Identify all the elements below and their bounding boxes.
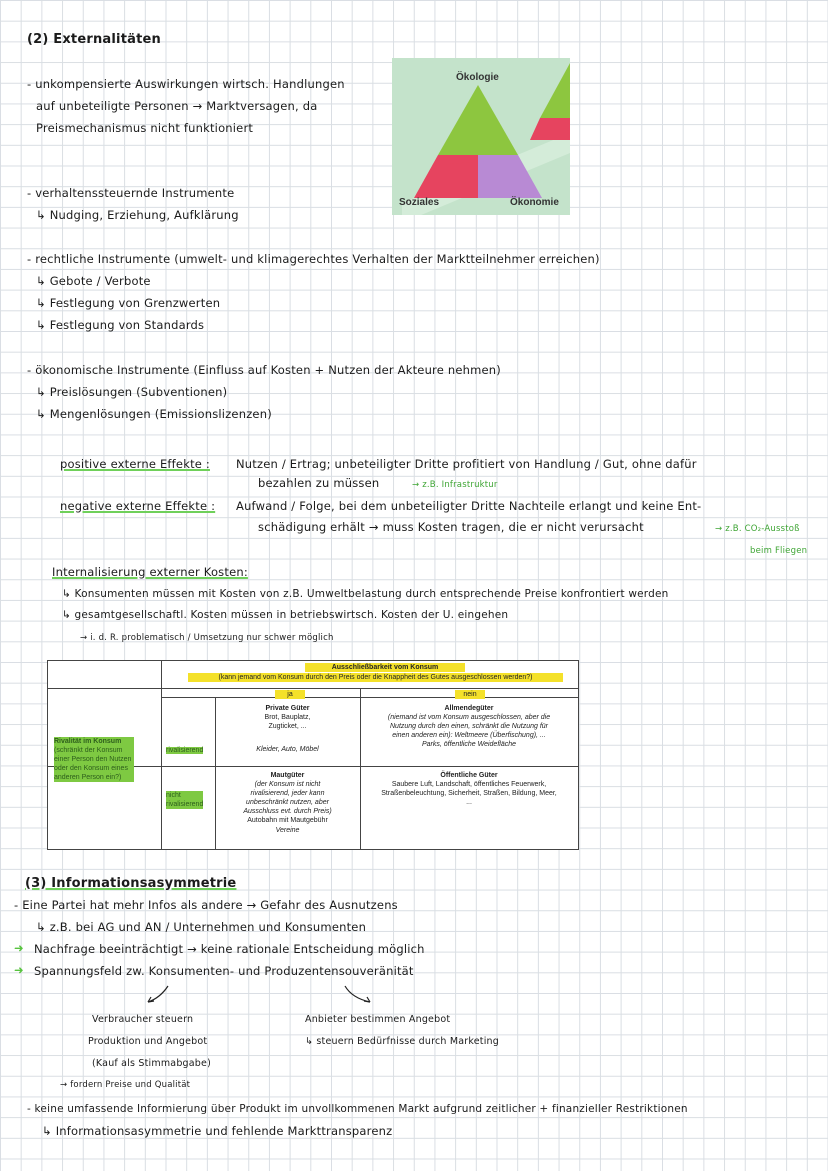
maut-line-4: Ausschluss evt. durch Preis)	[243, 808, 332, 816]
externalitaeten-line-3: Preismechanismus nicht funktioniert	[36, 121, 254, 135]
negative-effects-text-2: schädigung erhält → muss Kosten tragen, die er nicht verursacht	[258, 520, 644, 534]
positive-effects-text-1: Nutzen / Ertrag; unbeteiligter Dritte profitiert von Handlung / Gut, ohne dafür	[236, 457, 697, 471]
table-row-nicht-rivalisierend	[166, 791, 203, 809]
negative-effects-text-1: Aufwand / Folge, bei dem unbeteiligter Dritte Nachteile erlangt und keine Ent-	[236, 499, 702, 513]
oeffentliche-title: Öffentliche Güter	[440, 772, 498, 779]
figure-label-oekologie: Ökologie	[456, 72, 499, 83]
allmende-line-2: Nutzung durch den einen, schränkt die Nutzung für	[390, 723, 548, 731]
green-arrow-icon-2: ➜	[14, 963, 24, 977]
oeffentliche-line-1: Saubere Luft, Landschaft, öffentliches Feuerwerk,	[391, 781, 547, 789]
info-line-2: ↳ z.B. bei AG und AN / Unternehmen und Konsumenten	[36, 920, 367, 934]
anbieter-line-1: Anbieter bestimmen Angebot	[305, 1014, 451, 1025]
table-header-ausschliessbarkeit: Ausschließbarkeit vom Konsum	[305, 663, 465, 672]
rechtliche-item-1: ↳ Gebote / Verbote	[36, 274, 151, 288]
negative-effects-note-1: → z.B. CO₂-Ausstoß	[715, 524, 800, 534]
externalitaeten-line-1: - unkompensierte Auswirkungen wirtsch. Handlungen	[27, 77, 345, 91]
oeffentliche-line-2: Straßenbeleuchtung, Sicherheit, Straßen, Bildung, Meer,	[381, 790, 557, 798]
rechtliche-item-2: ↳ Festlegung von Grenzwerten	[36, 296, 221, 310]
info-line-3: Nachfrage beeinträchtigt → keine rationale Entscheidung möglich	[34, 942, 425, 956]
table-row-nicht-label: nicht	[166, 792, 181, 799]
figure-label-soziales: Soziales	[399, 197, 440, 208]
section-title-externalitaeten: (2) Externalitäten	[27, 32, 161, 47]
rechtliche-title: - rechtliche Instrumente (umwelt- und klimagerechtes Verhalten der Marktteilnehmer erreichen)	[27, 252, 600, 266]
internalisierung-item-2: ↳ gesamtgesellschaftl. Kosten müssen in betriebswirtsch. Kosten der U. eingehen	[62, 609, 509, 621]
table-rivalitaet-desc: (schränkt der Konsum einer Person den Nutzen oder den Konsum eines anderen Person ein?)	[54, 747, 132, 782]
internalisierung-title: Internalisierung externer Kosten:	[52, 565, 248, 579]
maut-line-2: rivalisierend, jeder kann	[250, 790, 325, 798]
allmende-line-4: Parks, öffentliche Weidefläche	[421, 741, 517, 749]
allmende-line-3: einen anderen ein): Weltmeere (Überfischung), ...	[392, 732, 546, 740]
rechtliche-item-3: ↳ Festlegung von Standards	[36, 318, 205, 332]
oekonomische-item-2: ↳ Mengenlösungen (Emissionslizenzen)	[36, 407, 272, 421]
verhaltenssteuernde-sub: ↳ Nudging, Erziehung, Aufklärung	[36, 208, 239, 222]
goods-classification-table	[47, 660, 579, 850]
private-gueter-line-3: Kleider, Auto, Möbel	[256, 746, 319, 754]
verbraucher-line-3: (Kauf als Stimmabgabe)	[92, 1058, 211, 1069]
table-mautgueter	[215, 771, 360, 835]
table-col-nein: nein	[455, 690, 485, 699]
negative-effects-note-2: beim Fliegen	[750, 546, 808, 556]
allmende-title: Allmendegüter	[444, 705, 494, 712]
oekonomische-item-1: ↳ Preislösungen (Subventionen)	[36, 385, 228, 399]
verbraucher-line-2: Produktion und Angebot	[88, 1036, 208, 1047]
verhaltenssteuernde-title: - verhaltenssteuernde Instrumente	[27, 186, 235, 200]
private-gueter-line-1: Brot, Bauplatz,	[264, 714, 311, 722]
table-row-rivalisierend: rivalisierend	[166, 747, 204, 754]
table-col-ja: ja	[275, 690, 305, 699]
table-rivalitaet-cell	[54, 737, 134, 782]
verbraucher-line-4: → fordern Preise und Qualität	[60, 1080, 191, 1090]
positive-effects-label: positive externe Effekte :	[60, 457, 210, 471]
maut-line-6: Vereine	[275, 826, 300, 834]
internalisierung-item-3: → i. d. R. problematisch / Umsetzung nur schwer möglich	[80, 633, 334, 643]
internalisierung-item-1: ↳ Konsumenten müssen mit Kosten von z.B. Umweltbelastung durch entsprechende Preise konfrontiert werden	[62, 588, 669, 600]
maut-line-5: Autobahn mit Mautgebühr	[247, 817, 328, 825]
sustainability-triangle-figure	[392, 58, 570, 215]
info-line-1: - Eine Partei hat mehr Infos als andere → Gefahr des Ausnutzens	[14, 898, 398, 912]
branch-arrows	[140, 982, 380, 1008]
green-arrow-icon: ➜	[14, 941, 24, 955]
positive-effects-note: → z.B. Infrastruktur	[412, 480, 498, 490]
figure-label-oekonomie: Ökonomie	[510, 197, 559, 208]
negative-effects-label: negative externe Effekte :	[60, 499, 216, 513]
positive-effects-text-2: bezahlen zu müssen	[258, 476, 380, 490]
oekonomische-title: - ökonomische Instrumente (Einfluss auf Kosten + Nutzen der Akteure nehmen)	[27, 363, 501, 377]
maut-title: Mautgüter	[270, 772, 305, 779]
triangle-green-segment	[438, 85, 518, 155]
private-gueter-line-2: Zugticket, ...	[268, 723, 307, 731]
maut-line-1: (der Konsum ist nicht	[254, 781, 321, 789]
allmende-line-1: (niemand ist vom Konsum ausgeschlossen, aber die	[387, 714, 551, 722]
table-allmendegueter	[360, 704, 578, 749]
info-line-6: ↳ Informationsasymmetrie und fehlende Markttransparenz	[42, 1124, 393, 1138]
private-gueter-title: Private Güter	[265, 705, 310, 712]
externalitaeten-line-2: auf unbeteiligte Personen → Marktversagen, da	[36, 99, 318, 113]
section-title-informationsasymmetrie: (3) Informationsasymmetrie	[25, 876, 237, 891]
info-line-4: Spannungsfeld zw. Konsumenten- und Produzentensouveränität	[34, 964, 414, 978]
maut-line-3: unbeschränkt nutzen, aber	[246, 799, 329, 807]
table-oeffentliche-gueter	[360, 771, 578, 807]
oeffentliche-line-3: ...	[466, 799, 472, 807]
info-line-5: - keine umfassende Informierung über Produkt im unvollkommenen Markt aufgrund zeitlicher + finanzieller Restriktionen	[27, 1103, 688, 1115]
table-rivalitaet-title: Rivalität im Konsum	[54, 738, 122, 745]
table-header-question: (kann jemand vom Konsum durch den Preis oder die Knappheit des Gutes ausgeschlossen werden?)	[188, 673, 563, 682]
table-row-nicht-label-2: rivalisierend	[166, 801, 204, 809]
table-private-gueter	[215, 704, 360, 754]
anbieter-line-2: ↳ steuern Bedürfnisse durch Marketing	[305, 1036, 499, 1047]
verbraucher-line-1: Verbraucher steuern	[92, 1014, 194, 1025]
